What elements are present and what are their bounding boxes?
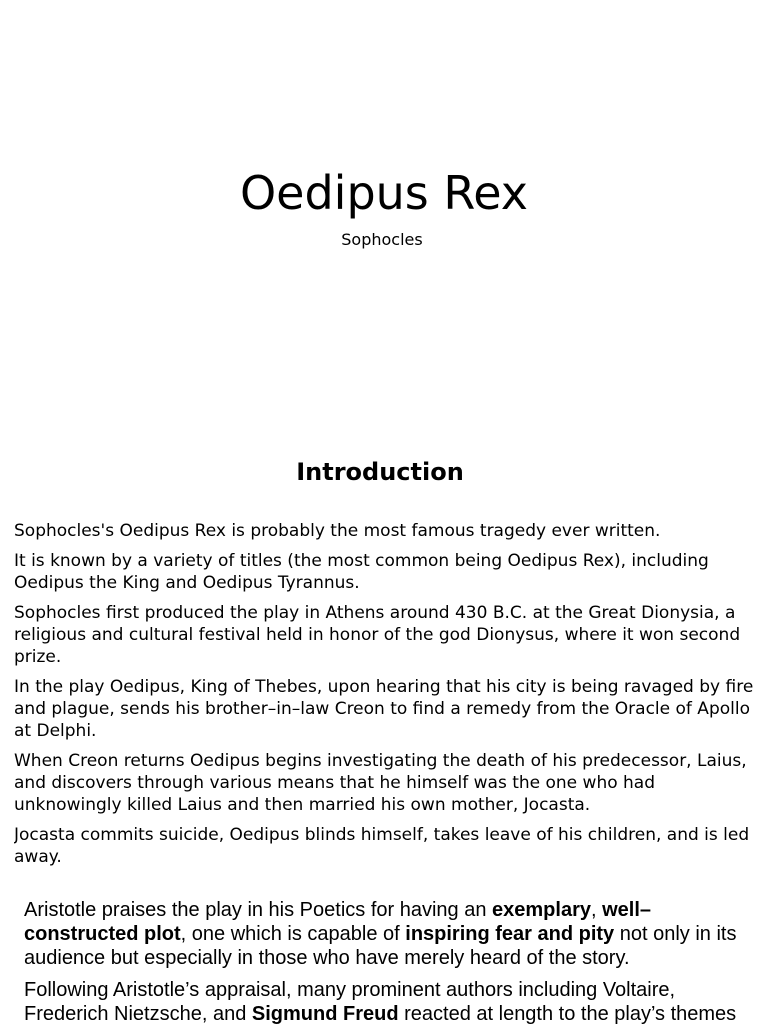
aristotle-body	[24, 898, 754, 1024]
intro-paragraph: Sophocles's Oedipus Rex is probably the most famous tragedy ever written.	[14, 521, 661, 541]
text-run: ,	[591, 899, 603, 921]
bold-text-run: exemplary	[492, 899, 591, 921]
bold-text-run: inspiring fear and pity	[405, 923, 615, 945]
intro-paragraph: Jocasta commits suicide, Oedipus blinds himself, takes leave of his children, and is led away.	[14, 825, 750, 866]
text-run: not only in its audience but especially in those who have merely heard of the story.	[24, 923, 737, 969]
intro-paragraph: It is known by a variety of titles (the most common being Oedipus Rex), including Oedipus the King and Oedipus Tyrannus.	[14, 551, 709, 593]
text-run: reacted at length to the play’s themes	[398, 1003, 737, 1024]
following-paragraph	[24, 978, 754, 1024]
intro-paragraph: When Creon returns Oedipus begins investigating the death of his predecessor, Laius, and discovers through various means that he himself was the one who had unknowingly killed Laius and then married his own mother, Jocasta.	[14, 751, 747, 815]
text-run: , one which is capable of	[180, 923, 406, 945]
slide-subtitle: Sophocles	[341, 230, 423, 249]
text-run: Following Aristotle’s appraisal, many prominent authors including Voltaire, Frederich Nietzsche, and	[24, 979, 676, 1024]
text-run: Aristotle praises the play in his Poetics for having an	[24, 899, 493, 921]
section-heading: Introduction	[296, 458, 464, 486]
intro-paragraph: Sophocles first produced the play in Athens around 430 B.C. at the Great Dionysia, a religious and cultural festival held in honor of the god Dionysus, where it won second prize.	[14, 603, 741, 667]
slide-title: Oedipus Rex	[239, 166, 529, 220]
aristotle-paragraph	[24, 898, 754, 970]
bold-text-run: Sigmund Freud	[251, 1003, 399, 1024]
intro-body	[14, 520, 754, 866]
bold-text-run: well–constructed plot	[24, 899, 652, 945]
intro-paragraph: In the play Oedipus, King of Thebes, upon hearing that his city is being ravaged by fire and plague, sends his brother–in–law Creon to find a remedy from the Oracle of Apollo at Delphi.	[14, 677, 754, 741]
